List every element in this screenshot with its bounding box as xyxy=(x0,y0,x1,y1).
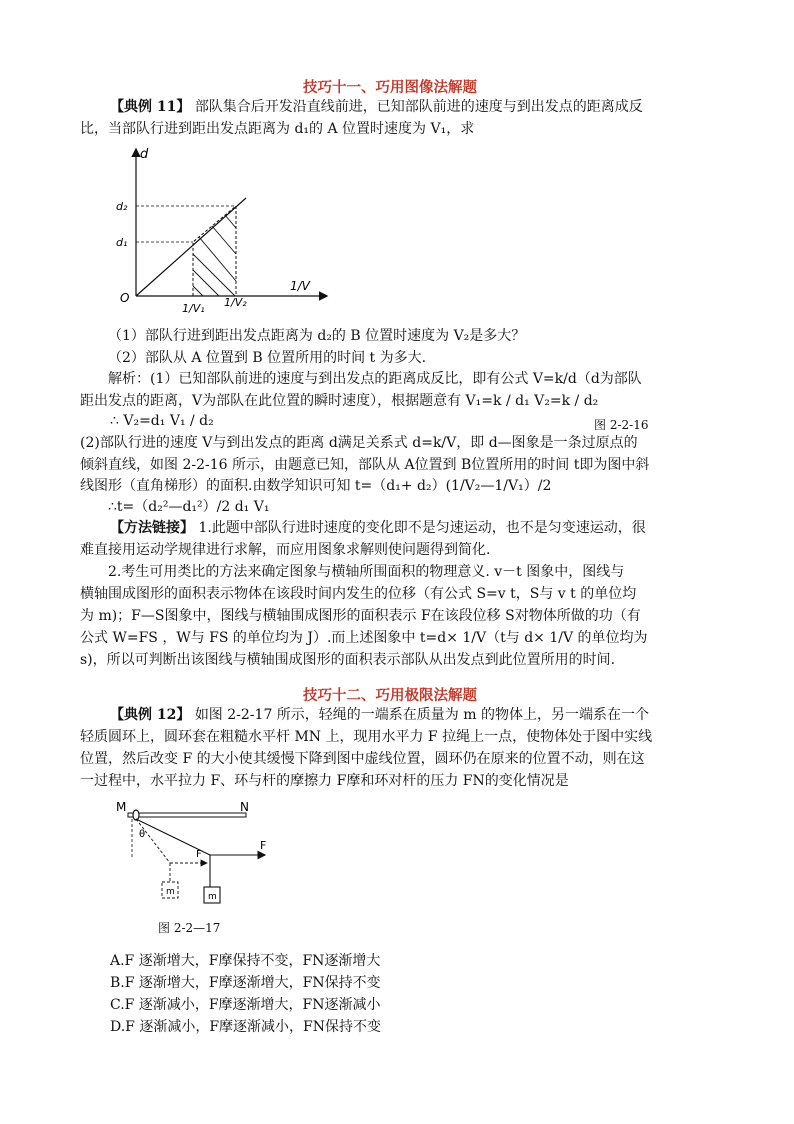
x-tick-1-over-v2: 1/V₂ xyxy=(224,296,247,309)
method-line-5: 为 m)；F—S图象中，图线与横轴围成图形的面积表示 F在该段位移 S对物体所做的功（有 xyxy=(80,608,641,624)
solution-line-1: 解析：(1）已知部队前进的速度与到出发点的距离成反比，即有公式 V=k/d（d为部队 xyxy=(108,371,642,387)
solution-line-7: ∴t=（d₂²—d₁²）/2 d₁ V₁ xyxy=(108,499,270,515)
solution-line-2: 距出发点的距离，V为部队在此位置的瞬时速度），根据题意有 V₁=k / d₁ V₂=k / d₂ xyxy=(80,393,599,409)
method-text-1: 1.此题中部队行进时速度的变化即不是匀速运动，也不是匀变速运动，很 xyxy=(198,520,646,536)
solution-line-6: 线图形（直角梯形）的面积.由数学知识可知 t=（d₁+ d₂）(1/V₂—1/V₁）/2 xyxy=(80,478,552,494)
solution-line-5: 倾斜直线，如图 2-2-16 所示，由题意已知，部队从 A位置到 B位置所用的时间 t即为图中斜 xyxy=(80,457,650,473)
solution-line-3: ∴ V₂=d₁ V₁ / d₂ xyxy=(110,413,214,429)
figure-caption-2-2-17: 图 2-2—17 xyxy=(158,921,221,935)
origin-label: O xyxy=(120,291,130,305)
example-12-line4: 一过程中，水平拉力 F、环与杆的摩擦力 F摩和环对杆的压力 FN的变化情况是 xyxy=(80,773,569,789)
example-12-line1 xyxy=(110,705,649,725)
x-tick-1-over-v1: 1/V₁ xyxy=(182,302,205,315)
label-n-end: N xyxy=(240,800,249,814)
y-tick-d2: d₂ xyxy=(116,200,128,213)
option-b[interactable]: B.F 逐渐增大，F摩逐渐增大，FN保持不变 xyxy=(110,975,381,991)
example-11-intro-line2: 比，当部队行进到距出发点距离为 d₁的 A 位置时速度为 V₁，求 xyxy=(80,121,475,137)
option-d[interactable]: D.F 逐渐减小，F摩逐渐减小，FN保持不变 xyxy=(110,1019,382,1035)
label-m-dashed: m xyxy=(166,887,175,897)
option-a[interactable]: A.F 逐渐增大，F摩保持不变，FN逐渐增大 xyxy=(110,953,381,969)
label-f-solid: F xyxy=(260,839,267,852)
dashed-rope-upper xyxy=(136,819,170,863)
solution-line-4: (2)部队行进的速度 V与到出发点的距离 d满足关系式 d=k/V，即 d—图象是一条过原点的 xyxy=(80,435,638,451)
label-f-dashed: F xyxy=(196,849,202,860)
method-tag: 【方法链接】 xyxy=(110,520,194,536)
label-theta: θ xyxy=(139,829,146,840)
method-line-4: 横轴围成图形的面积表示物体在该段时间内发生的位移（有公式 S=v t，S与 v t 的单位均 xyxy=(80,586,637,602)
option-c[interactable]: C.F 逐渐减小，F摩逐渐增大，FN逐渐减小 xyxy=(110,997,381,1013)
example-12-line3: 位置，然后改变 F 的大小使其缓慢下降到图中虚线位置，圆环仍在原来的位置不动，则在这 xyxy=(80,751,645,767)
label-m-solid: m xyxy=(208,892,217,902)
y-axis-label: d xyxy=(140,147,149,162)
method-line-1 xyxy=(110,518,646,538)
example-11-intro-line1 xyxy=(110,97,643,117)
example-12-tag: 【典例 12】 xyxy=(110,707,191,723)
example-11-tag: 【典例 11】 xyxy=(110,99,191,115)
example-11-text-1: 部队集合后开发沿直线前进，已知部队前进的速度与到出发点的距离成反 xyxy=(194,99,643,115)
label-m-end: M xyxy=(116,800,127,814)
example-12-text-1: 如图 2-2-17 所示，轻绳的一端系在质量为 m 的物体上，另一端系在一个 xyxy=(194,707,649,723)
y-tick-d1: d₁ xyxy=(116,236,128,249)
hatched-trapezoid xyxy=(193,206,236,296)
ring-rod-figure xyxy=(108,795,288,920)
question-1: （1）部队行进到距出发点距离为 d₂的 B 位置时速度为 V₂是多大？ xyxy=(108,328,526,344)
section-title-11: 技巧十一、巧用图像法解题 xyxy=(303,80,477,96)
method-line-7: s)，所以可判断出该图线与横轴围成图形的面积表示部队从出发点到此位置所用的时间. xyxy=(80,652,616,668)
rod-mn xyxy=(128,813,246,817)
x-axis-label: 1/V xyxy=(290,279,310,293)
question-2: （2）部队从 A 位置到 B 位置所用的时间 t 为多大. xyxy=(108,350,427,366)
ring xyxy=(133,810,139,820)
method-line-2: 难直接用运动学规律进行求解，而应用图象求解则使问题得到简化. xyxy=(80,542,491,558)
example-12-line2: 轻质圆环上，圆环套在粗糙水平杆 MN 上，现用水平力 F 拉绳上一点，使物体处于图中实线 xyxy=(80,729,653,745)
method-line-3: 2.考生可用类比的方法来确定图象与横轴所围面积的物理意义. v－t 图象中，图线与 xyxy=(108,564,625,580)
figure-caption-2-2-16: 图 2-2-16 xyxy=(594,418,649,432)
solid-rope-upper xyxy=(136,819,210,855)
method-line-6: 公式 W=FS ，W与 FS 的单位均为 J）.而上述图象中 t=d× 1/V（t与 d× 1/V 的单位均为 xyxy=(80,630,648,646)
d-vs-inverse-v-graph xyxy=(108,140,348,320)
section-title-12: 技巧十二、巧用极限法解题 xyxy=(303,688,477,704)
